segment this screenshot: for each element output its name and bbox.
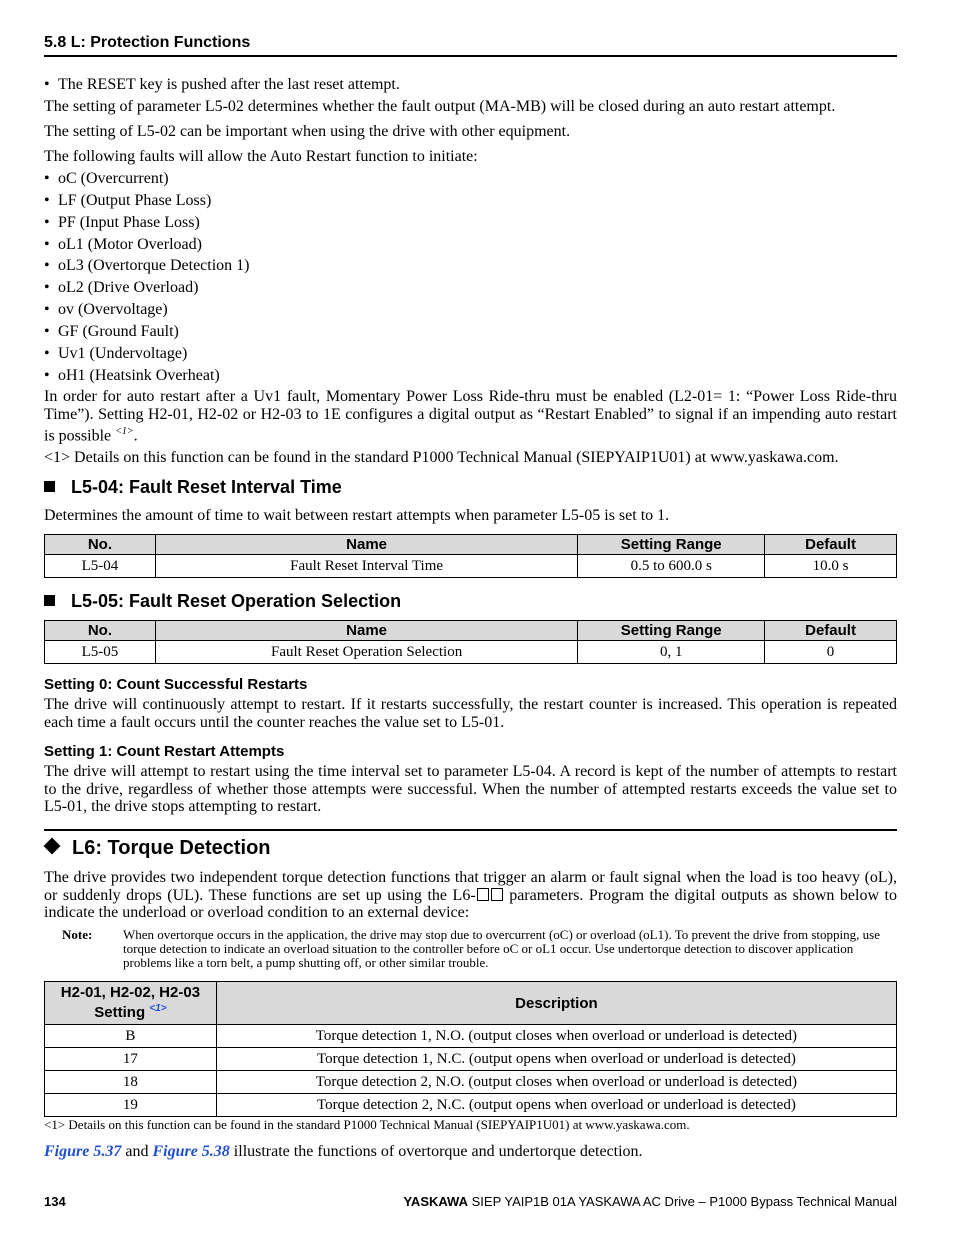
square-bullet-icon [44,595,55,606]
paragraph-l502-equipment: The setting of L5-02 can be important when using the drive with other equipment. [44,123,571,140]
list-item: • LF (Output Phase Loss) [44,192,212,209]
heading-setting-1: Setting 1: Count Restart Attempts [44,743,285,760]
column-header: Setting Range [578,621,765,641]
list-item: • GF (Ground Fault) [44,323,179,340]
table-row: 17 Torque detection 1, N.C. (output opens when overload or underload is detected) [45,1048,897,1071]
table-torque-settings [44,981,897,1117]
figure-5-38-link[interactable]: Figure 5.38 [152,1143,230,1160]
paragraph-faults-intro: The following faults will allow the Auto Restart function to initiate: [44,148,478,165]
list-item: • oL2 (Drive Overload) [44,279,199,296]
list-item: • Uv1 (Undervoltage) [44,345,188,362]
placeholder-box-icon [491,888,503,901]
list-item: • PF (Input Phase Loss) [44,214,200,231]
paragraph-auto-restart: In order for auto restart after a Uv1 fault, Momentary Power Loss Ride-thru must be enabled (L2-01= 1: “Power Loss Ride-thru Time”). Setting H2-01, H2-02 or H2-03 to 1E configures a digital output as “Restart Enabled” to signal if an impending auto restart is possible $^{<1>}$. [44,388,897,445]
column-header: Default [765,535,897,555]
table-row: 18 Torque detection 2, N.O. (output closes when overload or underload is detected) [45,1071,897,1094]
column-header: Description [216,982,896,1025]
paragraph-setting-1: The drive will attempt to restart using the time interval set to parameter L5-04. A record is kept of the number of attempts to restart to the drive, regardless of whether those attempts were successful. When the number of attempted restarts exceeds the value set to L5-01, the drive stops attempting to restart. [44,763,897,815]
paragraph-figure-refs: Figure 5.37 and Figure 5.38 illustrate the functions of overtorque and undertorque detection. [44,1143,643,1160]
paragraph-l502: The setting of parameter L5-02 determines whether the fault output (MA-MB) will be closed during an auto restart attempt. [44,98,836,115]
note-text: When overtorque occurs in the application, the drive may stop due to overcurrent (oC) or overload (oL1). To prevent the drive from stopping, use torque detection to indicate an overload situation to the controller before oC or oL1 occur. Use undertorque detection to discover application problems like a torn belt, a pump shutting off, or other similar trouble. [123,927,880,970]
footer-doc-title: YASKAWA SIEP YAIP1B 01A YASKAWA AC Drive – P1000 Bypass Technical Manual [403,1194,897,1209]
paragraph-footnote-1: <1> Details on this function can be found in the standard P1000 Technical Manual (SIEPYAIP1U01) at www.yaskawa.com. [44,449,839,466]
page-number: 134 [44,1194,66,1209]
paragraph-l504-desc: Determines the amount of time to wait between restart attempts when parameter L5-05 is set to 1. [44,507,670,524]
table-footnote: <1> Details on this function can be found in the standard P1000 Technical Manual (SIEPYAIP1U01) at www.yaskawa.com. [44,1117,690,1132]
column-header: Setting Range [578,535,765,555]
column-header: Name [155,535,577,555]
section-header: 5.8 L: Protection Functions [44,34,897,57]
column-header: No. [45,621,156,641]
paragraph-l6-intro: The drive provides two independent torque detection functions that trigger an alarm or fault signal when the load is too heavy (oL), or suddenly drops (UL). These functions are set up using the L6- parameters. Program the digital outputs as shown below to indicate the underload or overload condition to an external device: [44,869,897,921]
bullet-reset: • The RESET key is pushed after the last reset attempt. [44,76,400,93]
table-l504 [44,534,897,578]
list-item: • ov (Overvoltage) [44,301,168,318]
diamond-bullet-icon [44,838,61,855]
table-l505 [44,620,897,664]
square-bullet-icon [44,481,55,492]
figure-5-37-link[interactable]: Figure 5.37 [44,1143,122,1160]
list-item: • oL1 (Motor Overload) [44,236,202,253]
heading-l504: L5-04: Fault Reset Interval Time [44,477,342,498]
table-row: 19 Torque detection 2, N.C. (output opens when overload or underload is detected) [45,1094,897,1117]
note-label: Note: [62,927,93,942]
column-header: H2-01, H2-02, H2-03 Setting $^{<1>}$ [45,982,217,1025]
placeholder-box-icon [477,888,489,901]
table-row: L5-04 Fault Reset Interval Time 0.5 to 600.0 s 10.0 s [45,555,897,578]
table-row: L5-05 Fault Reset Operation Selection 0, 1 0 [45,641,897,664]
column-header: No. [45,535,156,555]
heading-l505: L5-05: Fault Reset Operation Selection [44,591,401,612]
column-header: Default [765,621,897,641]
heading-l6: L6: Torque Detection [44,829,897,860]
table-row: B Torque detection 1, N.O. (output closes when overload or underload is detected) [45,1025,897,1048]
list-item: • oC (Overcurrent) [44,170,169,187]
heading-setting-0: Setting 0: Count Successful Restarts [44,676,308,693]
list-item: • oH1 (Heatsink Overheat) [44,367,220,384]
column-header: Name [155,621,577,641]
paragraph-setting-0: The drive will continuously attempt to restart. If it restarts successfully, the restart counter is increased. This operation is repeated each time a fault occurs until the counter reaches the value set to L5-01. [44,696,897,731]
list-item: • oL3 (Overtorque Detection 1) [44,257,250,274]
